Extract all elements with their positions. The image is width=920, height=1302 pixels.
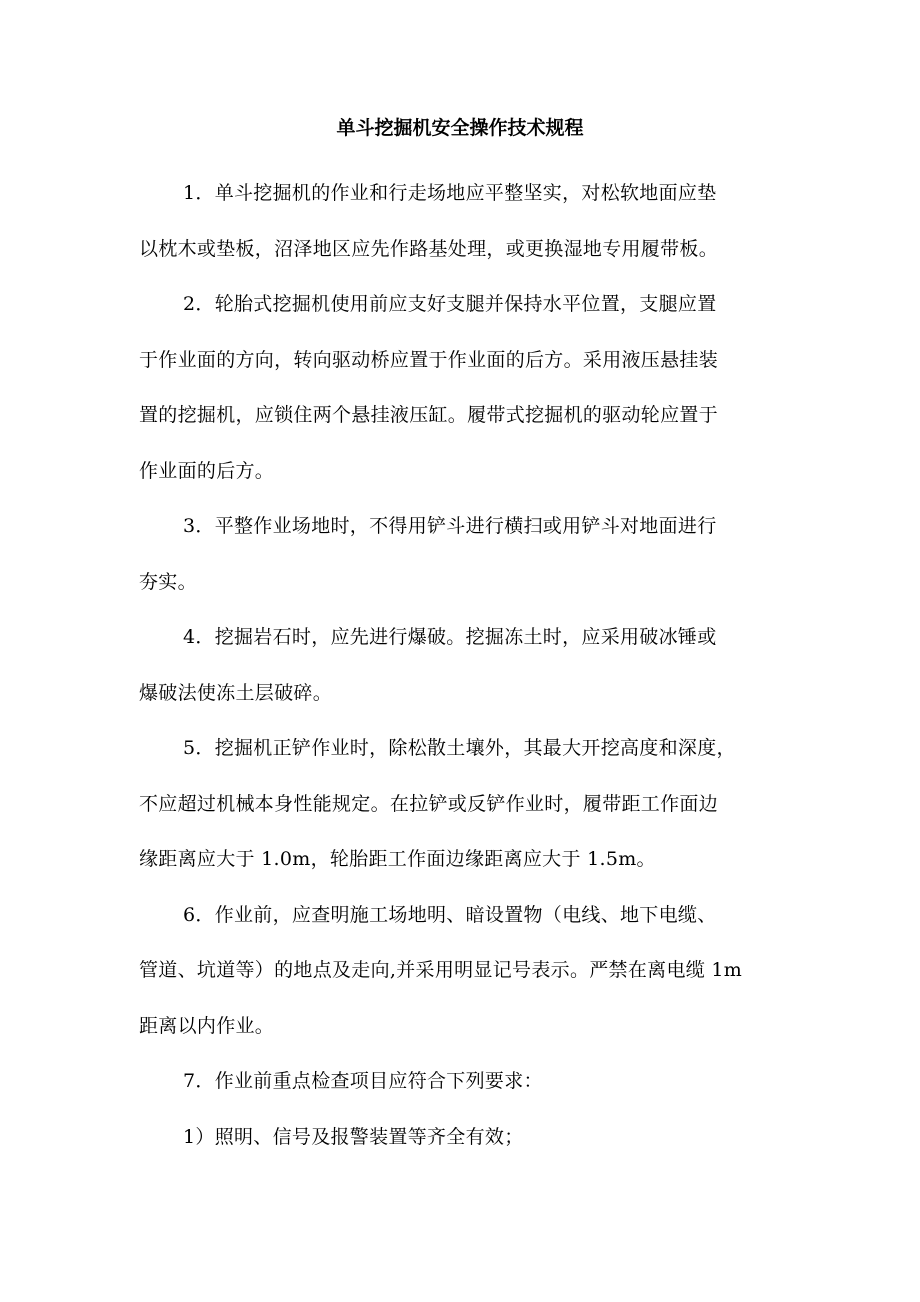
paragraph-line: 距离以内作业。 <box>139 1014 275 1037</box>
paragraph-2 <box>139 277 781 499</box>
paragraph-line: 3．平整作业场地时，不得用铲斗进行横扫或用铲斗对地面进行 <box>183 515 717 537</box>
paragraph-line: 6．作业前，应查明施工场地明、暗设置物（电线、地下电缆、 <box>183 903 717 926</box>
paragraph-line: 于作业面的方向，转向驱动桥应置于作业面的后方。采用液压悬挂装 <box>139 348 719 371</box>
paragraph-6 <box>139 888 781 1055</box>
paragraph-1 <box>139 166 781 277</box>
paragraph-line: 管道、坑道等）的地点及走向,并采用明显记号表示。严禁在离电缆 1m <box>139 959 743 981</box>
paragraph-line: 1）照明、信号及报警装置等齐全有效； <box>183 1125 524 1148</box>
paragraph-5 <box>139 721 781 888</box>
paragraph-3 <box>139 499 781 610</box>
paragraph-line: 以枕木或垫板，沼泽地区应先作路基处理，或更换湿地专用履带板。 <box>139 237 719 260</box>
paragraph-line: 作业面的后方。 <box>139 459 275 482</box>
paragraph-line: 7．作业前重点检查项目应符合下列要求： <box>183 1070 543 1092</box>
paragraph-line: 夯实。 <box>139 570 197 593</box>
paragraph-line: 置的挖掘机，应锁住两个悬挂液压缸。履带式挖掘机的驱动轮应置于 <box>139 404 719 426</box>
paragraph-8 <box>139 1110 781 1166</box>
paragraph-line: 2．轮胎式挖掘机使用前应支好支腿并保持水平位置，支腿应置 <box>183 293 717 315</box>
paragraph-line: 不应超过机械本身性能规定。在拉铲或反铲作业时，履带距工作面边 <box>139 792 719 815</box>
paragraph-line: 缘距离应大于 1.0m，轮胎距工作面边缘距离应大于 1.5m。 <box>139 848 656 870</box>
paragraph-line: 1．单斗挖掘机的作业和行走场地应平整坚实，对松软地面应垫 <box>183 182 717 204</box>
paragraph-line: 爆破法使冻土层破碎。 <box>139 681 333 704</box>
document-body <box>139 166 781 1165</box>
document-title: 单斗挖掘机安全操作技术规程 <box>336 117 584 139</box>
paragraph-4 <box>139 610 781 721</box>
paragraph-line: 5．挖掘机正铲作业时，除松散土壤外，其最大开挖高度和深度， <box>183 737 736 759</box>
paragraph-7 <box>139 1054 781 1110</box>
paragraph-line: 4．挖掘岩石时，应先进行爆破。挖掘冻土时，应采用破冰锤或 <box>183 626 717 648</box>
